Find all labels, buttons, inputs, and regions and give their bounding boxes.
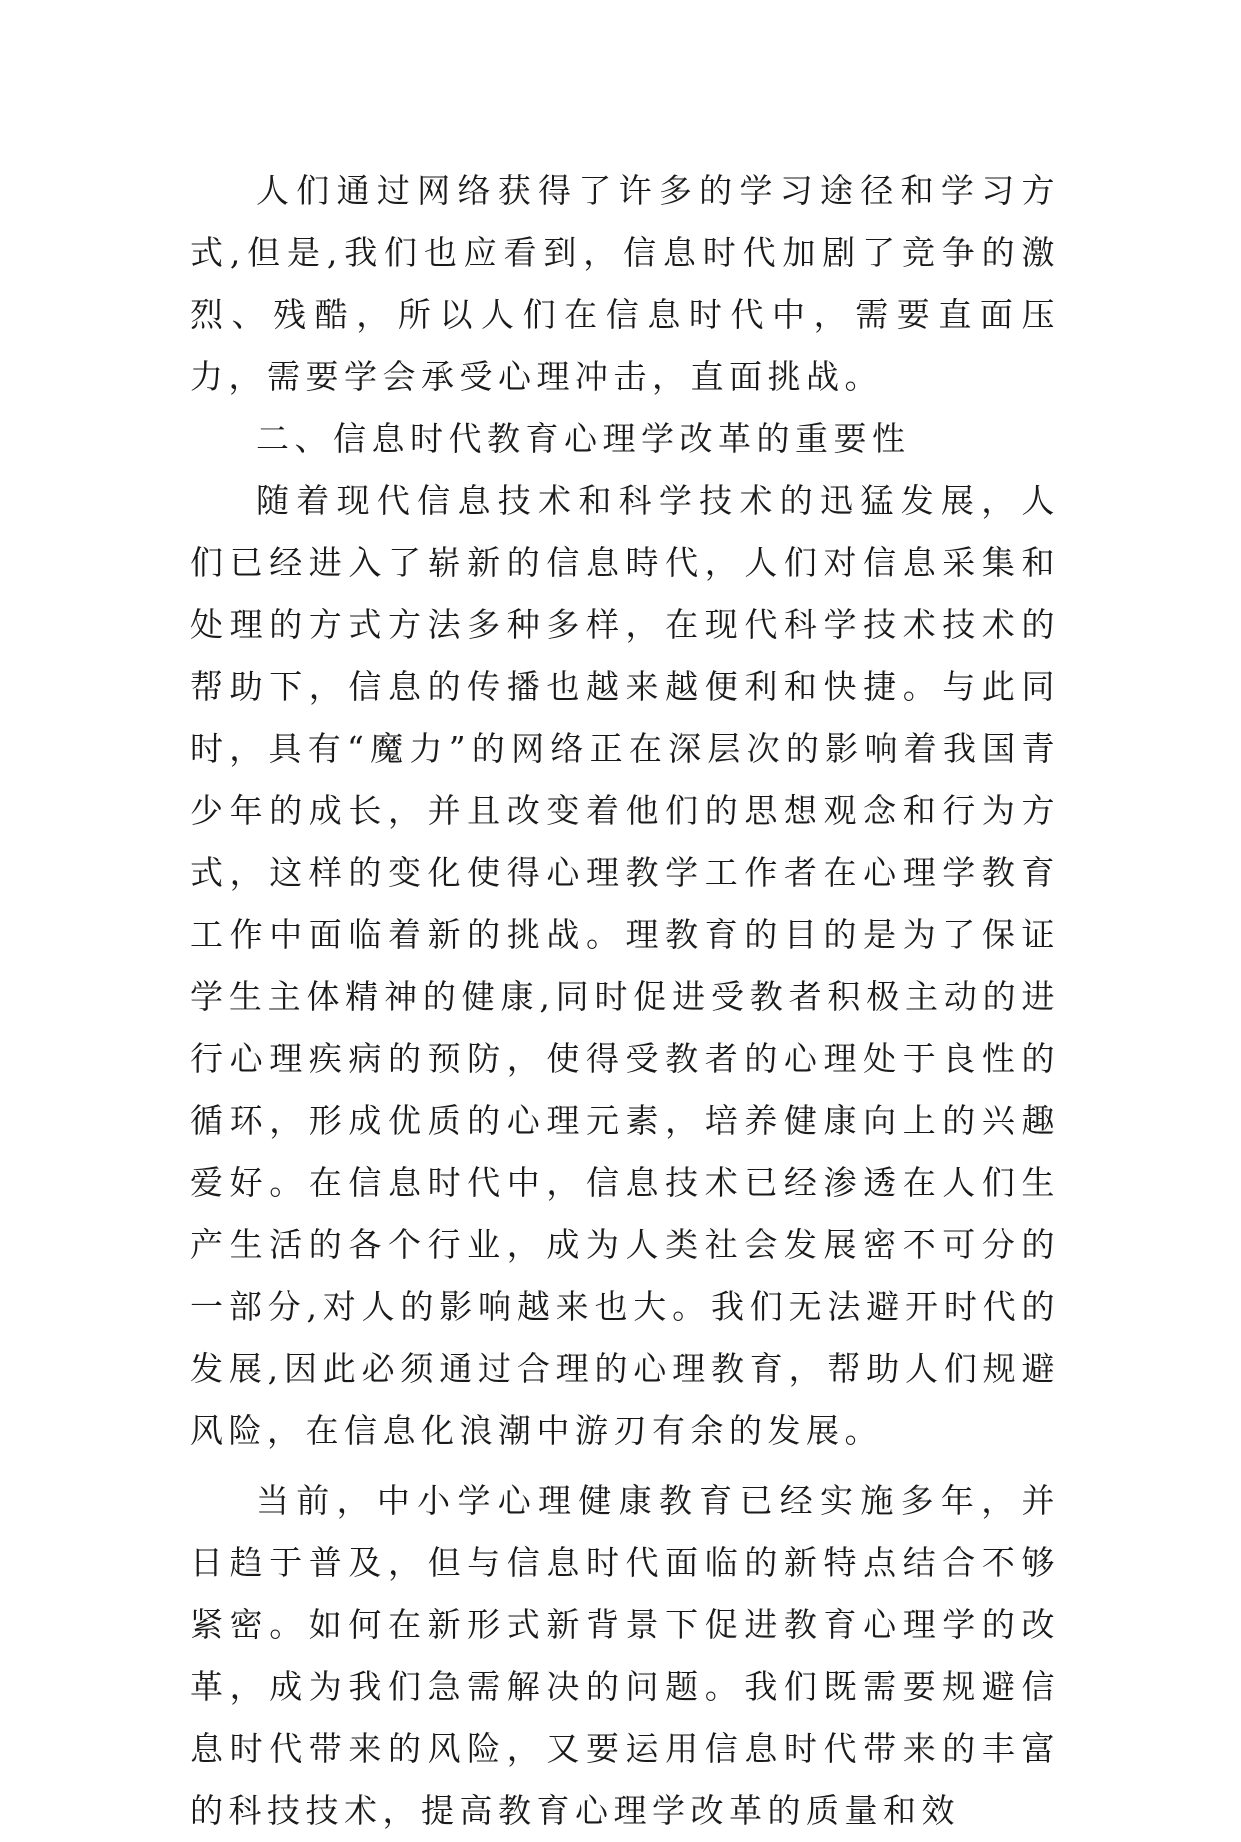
body-text [190,160,1060,1842]
paragraph: 人们通过网络获得了许多的学习途径和学习方式,但是,我们也应看到，信息时代加剧了竞争的激烈、残酷，所以人们在信息时代中，需要直面压力，需要学会承受心理冲击，直面挑战。 [190,171,1060,396]
paragraph: 随着现代信息技术和科学技术的迅猛发展，人们已经进入了崭新的信息時代，人们对信息采集和处理的方式方法多种多样，在现代科学技术技术的帮助下，信息的传播也越来越便利和快捷。与此同时，具有“魔力”的网络正在深层次的影响着我国青少年的成长，并且改变着他们的思想观念和行为方式，这样的变化使得心理教学工作者在心理学教育工作中面临着新的挑战。理教育的目的是为了保证学生主体精神的健康,同时促进受教者积极主动的进行心理疾病的预防，使得受教者的心理处于良性的循环，形成优质的心理元素，培养健康向上的兴趣爱好。在信息时代中，信息技术已经渗透在人们生产生活的各个行业，成为人类社会发展密不可分的一部分,对人的影响越来也大。我们无法避开时代的发展,因此必须通过合理的心理教育，帮助人们规避风险，在信息化浪潮中游刃有余的发展。 [190,481,1060,1450]
section-heading: 二、信息时代教育心理学改革的重要性 [256,419,911,458]
paragraph: 当前，中小学心理健康教育已经实施多年，并日趋于普及，但与信息时代面临的新特点结合不够紧密。如何在新形式新背景下促进教育心理学的改革，成为我们急需解决的问题。我们既需要规避信息时代带来的风险，又要运用信息时代带来的丰富的科技技术，提高教育心理学改革的质量和效 [190,1481,1060,1830]
